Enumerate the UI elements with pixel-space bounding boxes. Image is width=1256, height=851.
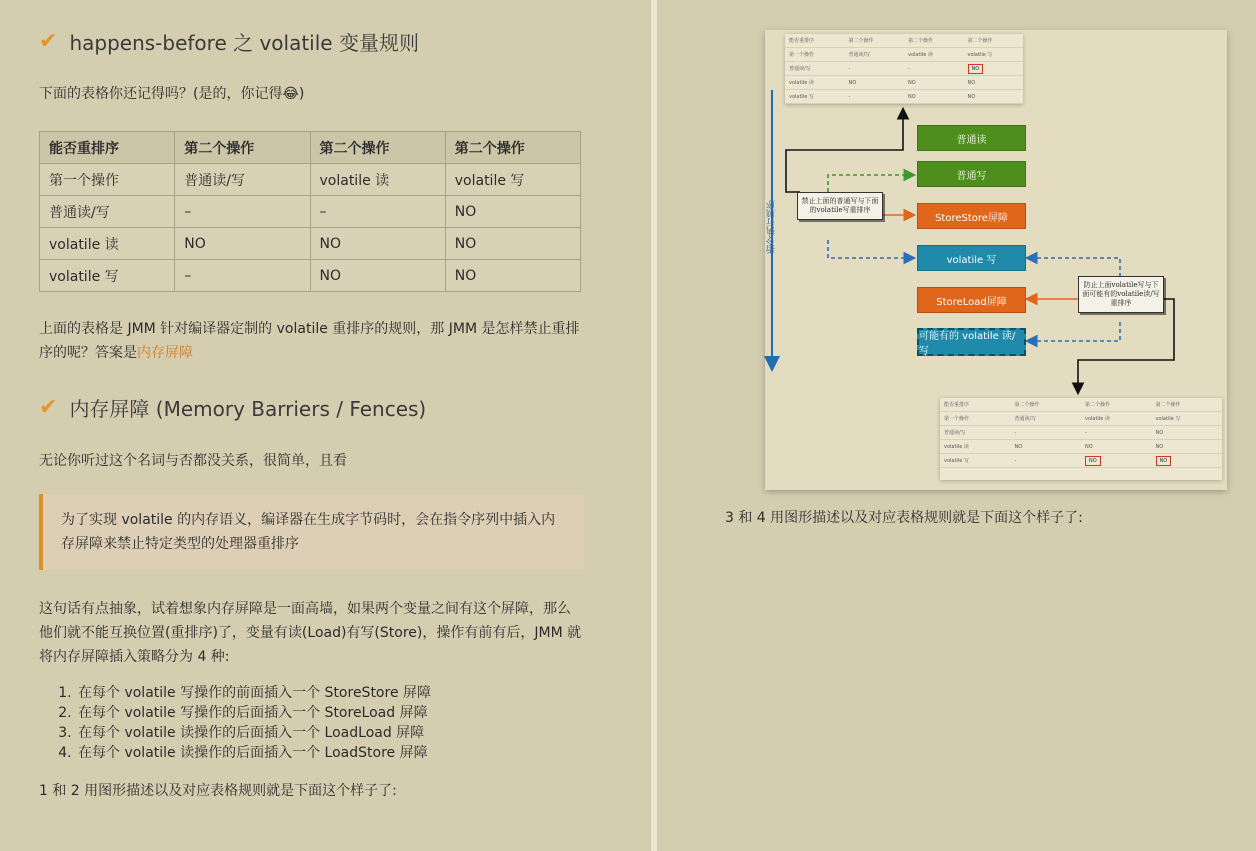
check-icon: ✔ bbox=[39, 29, 58, 54]
memory-barrier-link[interactable]: 内存屏障 bbox=[137, 345, 193, 361]
table-cell: volatile 读 bbox=[40, 228, 175, 260]
table-cell: volatile 读 bbox=[310, 164, 445, 196]
table-cell: NO bbox=[1152, 426, 1223, 440]
note-storestore: 禁止上面的普通写与下面的volatile写重排序 bbox=[797, 192, 883, 220]
right-caption: 3 和 4 用图形描述以及对应表格规则就是下面这个样子了: bbox=[725, 510, 1083, 526]
table-cell: 第二个操作 bbox=[845, 34, 905, 48]
table-cell: - bbox=[845, 90, 905, 104]
table-cell: - bbox=[845, 62, 905, 76]
table-cell: 第二个操作 bbox=[964, 34, 1024, 48]
table-cell: – bbox=[310, 196, 445, 228]
list-item: 1. 在每个 volatile 写操作的前面插入一个 StoreStore 屏障 bbox=[76, 683, 584, 703]
quote-text: 为了实现 volatile 的内存语义，编译器在生成字节码时，会在指令序列中插入内存屏障来禁止特定类型的处理器重排序 bbox=[61, 512, 556, 552]
table-cell: – bbox=[175, 260, 310, 292]
table-cell: NO bbox=[904, 90, 964, 104]
check-icon: ✔ bbox=[39, 395, 58, 420]
list-item: 2. 在每个 volatile 写操作的后面插入一个 StoreLoad 屏障 bbox=[76, 703, 584, 723]
table-cell: 第二个操作 bbox=[1152, 398, 1223, 412]
dashed-green-arrow bbox=[828, 175, 913, 192]
execution-order-label: 指令执行顺序 bbox=[767, 200, 777, 254]
table-header-cell: 第二个操作 bbox=[445, 132, 580, 164]
table-cell: 第一个操作 bbox=[785, 48, 845, 62]
table-cell: NO bbox=[1152, 440, 1223, 454]
para-text: 无论你听过这个名词与否都没关系，很简单，且看 bbox=[39, 453, 347, 469]
table-cell: NO bbox=[445, 196, 580, 228]
table-cell: volatile 读 bbox=[785, 76, 845, 90]
note-storeload: 防止上面volatile写与下面可能有的volatile读/写重排序 bbox=[1078, 276, 1164, 313]
table-cell: NO bbox=[1011, 440, 1082, 454]
table-cell: volatile 读 bbox=[904, 48, 964, 62]
maybe-volatile-box: 可能有的 volatile 读/写 bbox=[917, 328, 1026, 356]
volatile-write-box: volatile 写 bbox=[917, 245, 1026, 271]
table-cell: NO bbox=[964, 76, 1024, 90]
table-cell: volatile 写 bbox=[445, 164, 580, 196]
table-cell: NO bbox=[904, 76, 964, 90]
arrow-to-top-table bbox=[786, 110, 903, 192]
table-cell: NO bbox=[310, 260, 445, 292]
table-cell: volatile 读 bbox=[940, 440, 1011, 454]
table-cell: volatile 写 bbox=[940, 454, 1011, 468]
table-cell: 第二个操作 bbox=[904, 34, 964, 48]
after-table-body: 上面的表格是 JMM 针对编译器定制的 volatile 重排序的规则，那 JMM 是怎样禁止重排序的呢？答案是 bbox=[39, 321, 580, 361]
table-cell: NO bbox=[175, 228, 310, 260]
storestore-barrier-box: StoreStore屏障 bbox=[917, 203, 1026, 229]
intro-text: 下面的表格你还记得吗？(是的，你记得😂) bbox=[39, 86, 305, 102]
table-cell: volatile 写 bbox=[964, 48, 1024, 62]
closing-text: 1 和 2 用图形描述以及对应表格规则就是下面这个样子了: bbox=[39, 783, 397, 799]
table-cell: 能否重排序 bbox=[785, 34, 845, 48]
table-cell: – bbox=[175, 196, 310, 228]
storeload-barrier-box: StoreLoad屏障 bbox=[917, 287, 1026, 313]
dashed-blue-arrow-right-top bbox=[1028, 258, 1120, 277]
table-cell: 第一个操作 bbox=[40, 164, 175, 196]
table-cell: volatile 写 bbox=[40, 260, 175, 292]
table-cell: - bbox=[904, 62, 964, 76]
normal-write-box: 普通写 bbox=[917, 161, 1026, 187]
table-cell: 能否重排序 bbox=[940, 398, 1011, 412]
highlighted-cell: NO bbox=[968, 64, 984, 74]
table-header-cell: 能否重排序 bbox=[40, 132, 175, 164]
table-cell: 普通读/写 bbox=[785, 62, 845, 76]
table-cell: volatile 写 bbox=[1152, 412, 1223, 426]
table-cell: NO bbox=[445, 228, 580, 260]
table-cell: 普通读/写 bbox=[940, 426, 1011, 440]
table-cell: 普通读/写 bbox=[175, 164, 310, 196]
table-cell: 第二个操作 bbox=[1081, 398, 1152, 412]
dashed-blue-arrow-right-bottom bbox=[1028, 322, 1120, 341]
table-cell: 第一个操作 bbox=[940, 412, 1011, 426]
table-cell: NO bbox=[845, 76, 905, 90]
table-cell: NO bbox=[964, 90, 1024, 104]
table-cell: - bbox=[1081, 426, 1152, 440]
dashed-blue-arrow-left bbox=[828, 240, 913, 258]
table-cell: 普通读/写 bbox=[40, 196, 175, 228]
table-cell: volatile 写 bbox=[785, 90, 845, 104]
table-cell: NO bbox=[445, 260, 580, 292]
highlighted-cell: NO bbox=[1156, 456, 1172, 466]
highlighted-cell: NO bbox=[1085, 456, 1101, 466]
list-item: 4. 在每个 volatile 读操作的后面插入一个 LoadStore 屏障 bbox=[76, 743, 584, 763]
list-item: 3. 在每个 volatile 读操作的后面插入一个 LoadLoad 屏障 bbox=[76, 723, 584, 743]
heading-text: happens-before 之 volatile 变量规则 bbox=[69, 31, 419, 55]
table-cell: - bbox=[1011, 454, 1082, 468]
table-header-cell: 第二个操作 bbox=[310, 132, 445, 164]
heading-text: 内存屏障 (Memory Barriers / Fences) bbox=[69, 397, 427, 421]
para-text: 这句话有点抽象，试着想象内存屏障是一面高墙，如果两个变量之间有这个屏障，那么他们就不能互换位置(重排序)了，变量有读(Load)有写(Store)，操作有前有后，JMM 就将内存屏障插入策略分为 4 种: bbox=[39, 601, 582, 665]
table-cell: 第二个操作 bbox=[1011, 398, 1082, 412]
table-cell: - bbox=[1011, 426, 1082, 440]
table-header-cell: 第二个操作 bbox=[175, 132, 310, 164]
table-cell: NO bbox=[310, 228, 445, 260]
table-cell: 普通读/写 bbox=[1011, 412, 1082, 426]
table-cell: 普通读/写 bbox=[845, 48, 905, 62]
table-cell: NO bbox=[1081, 440, 1152, 454]
normal-read-box: 普通读 bbox=[917, 125, 1026, 151]
table-cell: volatile 读 bbox=[1081, 412, 1152, 426]
